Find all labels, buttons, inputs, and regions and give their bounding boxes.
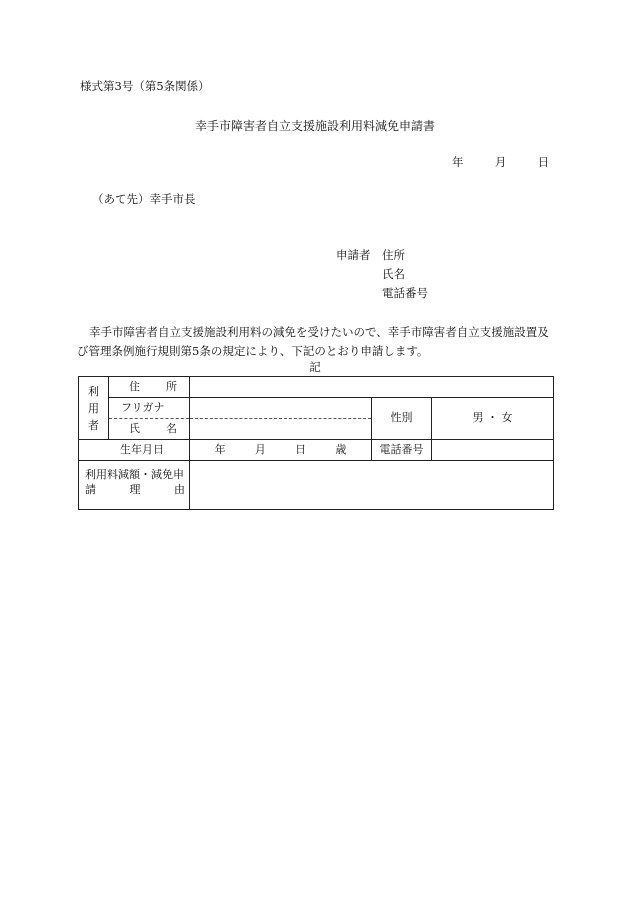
reason-label: 利用料減額・減免申 請 理 由: [79, 461, 190, 510]
sex-options[interactable]: 男 ・ 女: [432, 398, 554, 440]
user-address-label: 住所: [109, 377, 190, 398]
phone-label: 電話番号: [372, 440, 432, 461]
furigana-label: フリガナ: [109, 398, 190, 419]
request-statement: 幸手市障害者自立支援施設利用料の減免を受けたいので、幸手市障害者自立支援施設置及び管理条例施行規則第5条の規定により、下記のとおり申請します。: [77, 325, 549, 358]
date-line: [452, 157, 549, 169]
date-month: 月: [494, 155, 507, 169]
date-day: 日: [537, 155, 550, 169]
form-number: 様式第3号（第5条関係）: [80, 79, 210, 93]
applicant-fields: [382, 250, 428, 307]
sex-label: 性別: [372, 398, 432, 440]
dob-field[interactable]: 年 月 日 歳: [190, 440, 372, 461]
applicant-name-label: 氏名: [382, 267, 405, 281]
dob-label: 生年月日: [79, 440, 190, 461]
user-label: 利 用 者: [79, 377, 109, 440]
applicant-address-label: 住所: [382, 248, 405, 262]
applicant-phone-label: 電話番号: [382, 286, 428, 300]
reason-field[interactable]: [190, 461, 554, 510]
furigana-field[interactable]: [190, 398, 372, 419]
phone-field[interactable]: [432, 440, 554, 461]
ki-heading: 記: [309, 360, 321, 374]
user-info-table: [78, 376, 554, 510]
user-address-field[interactable]: [190, 377, 554, 398]
user-name-field[interactable]: [190, 419, 372, 440]
applicant-label: 申請者: [336, 248, 371, 262]
addressee: （あて先）幸手市長: [92, 192, 196, 206]
document-title: 幸手市障害者自立支援施設利用料減免申請書: [194, 119, 435, 133]
date-year: 年: [452, 155, 464, 169]
user-name-label: 氏名: [109, 419, 190, 440]
